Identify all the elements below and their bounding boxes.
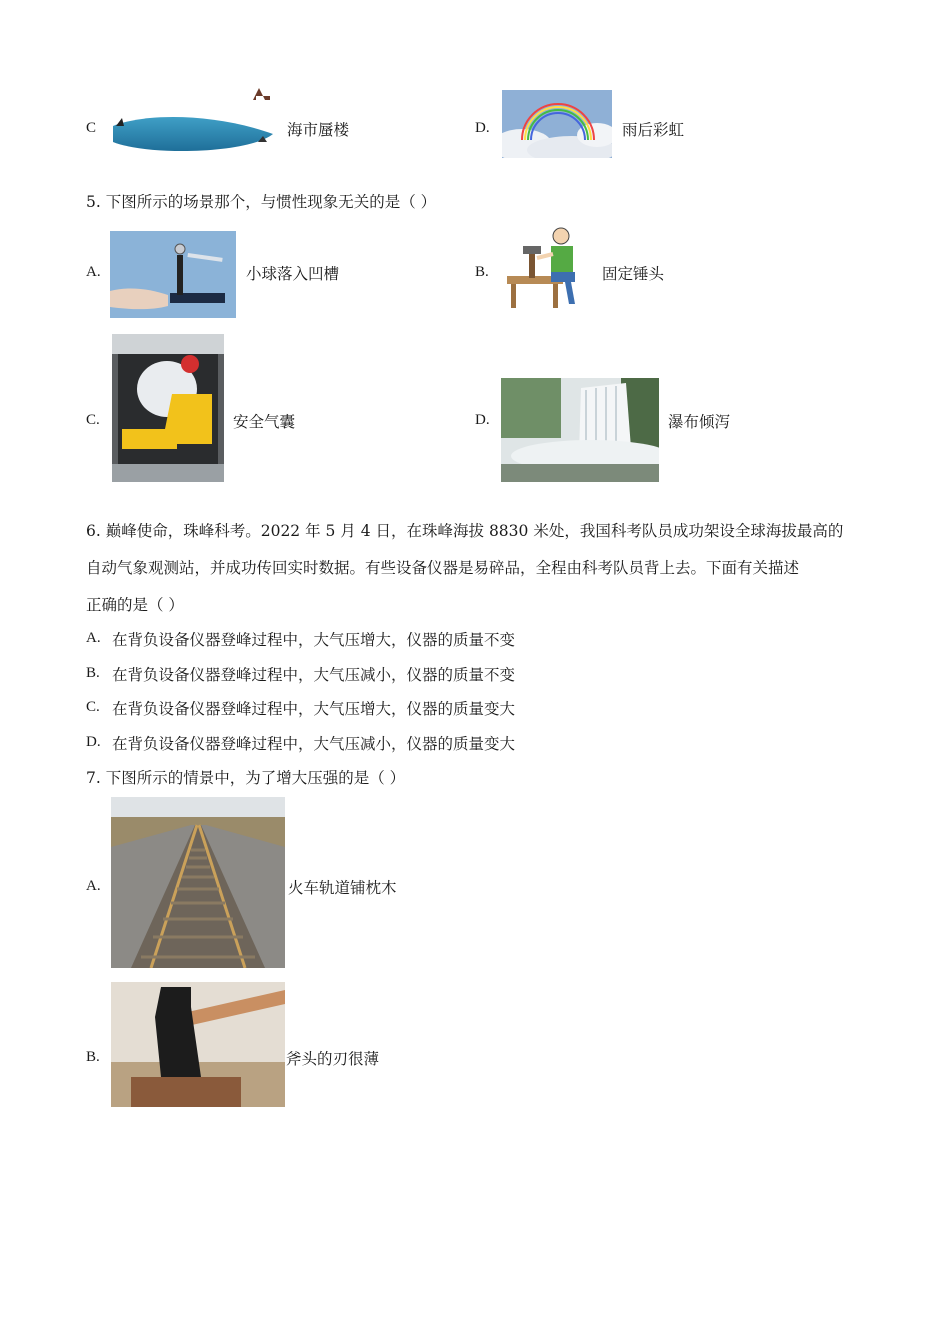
q6-option-b-text: 在背负设备仪器登峰过程中，大气压减小，仪器的质量不变 xyxy=(112,666,516,684)
q7-option-b-letter: B. xyxy=(86,1049,100,1065)
q7-option-b-caption: 斧头的刃很薄 xyxy=(286,1050,380,1068)
ball-groove-image xyxy=(110,231,236,318)
q4-option-c-letter: C xyxy=(86,120,97,136)
q5-option-d-caption: 瀑布倾泻 xyxy=(668,413,731,431)
q7-option-a-letter: A. xyxy=(86,878,101,894)
airbag-image xyxy=(112,334,224,482)
q6-option-c-text: 在背负设备仪器登峰过程中，大气压增大，仪器的质量变大 xyxy=(112,700,516,718)
axe-image xyxy=(111,982,285,1107)
q5-option-b-letter: B. xyxy=(475,264,489,280)
hammer-man-image xyxy=(503,224,593,312)
q7-stem: 7. 下图所示的情景中，为了增大压强的是（ ） xyxy=(86,769,406,787)
q5-option-a-letter: A. xyxy=(86,264,101,280)
q5-option-c-letter: C. xyxy=(86,412,100,428)
q6-option-b-letter: B. xyxy=(86,665,100,681)
q6-option-d-letter: D. xyxy=(86,734,101,750)
q4-option-d-caption: 雨后彩虹 xyxy=(622,121,685,139)
q5-option-b-caption: 固定锤头 xyxy=(602,265,665,283)
mirage-image xyxy=(108,84,283,156)
rainbow-image xyxy=(502,90,612,158)
q6-stem-line-2: 自动气象观测站，并成功传回实时数据。有些设备仪器是易碎品，全程由科考队员背上去。下面有关描述 xyxy=(86,559,800,577)
q5-stem: 5. 下图所示的场景那个，与惯性现象无关的是（ ） xyxy=(86,193,437,211)
q6-option-d-text: 在背负设备仪器登峰过程中，大气压减小，仪器的质量变大 xyxy=(112,735,516,753)
q5-option-c-caption: 安全气囊 xyxy=(233,413,296,431)
q6-stem-line-1: 6. 巅峰使命，珠峰科考。2022 年 5 月 4 日，在珠峰海拔 8830 米处，我国科考队员成功架设全球海拔最高的 xyxy=(86,522,844,540)
railway-track-image xyxy=(111,797,285,968)
q5-option-a-caption: 小球落入凹槽 xyxy=(246,265,340,283)
q6-stem-line-3: 正确的是（ ） xyxy=(86,596,184,614)
waterfall-image xyxy=(501,378,659,482)
q5-option-d-letter: D. xyxy=(475,412,490,428)
q4-option-c-caption: 海市蜃楼 xyxy=(287,121,350,139)
q6-option-c-letter: C. xyxy=(86,699,100,715)
q7-option-a-caption: 火车轨道铺枕木 xyxy=(288,879,397,897)
q6-option-a-text: 在背负设备仪器登峰过程中，大气压增大，仪器的质量不变 xyxy=(112,631,516,649)
q4-option-d-letter: D. xyxy=(475,120,490,136)
q6-option-a-letter: A. xyxy=(86,630,101,646)
